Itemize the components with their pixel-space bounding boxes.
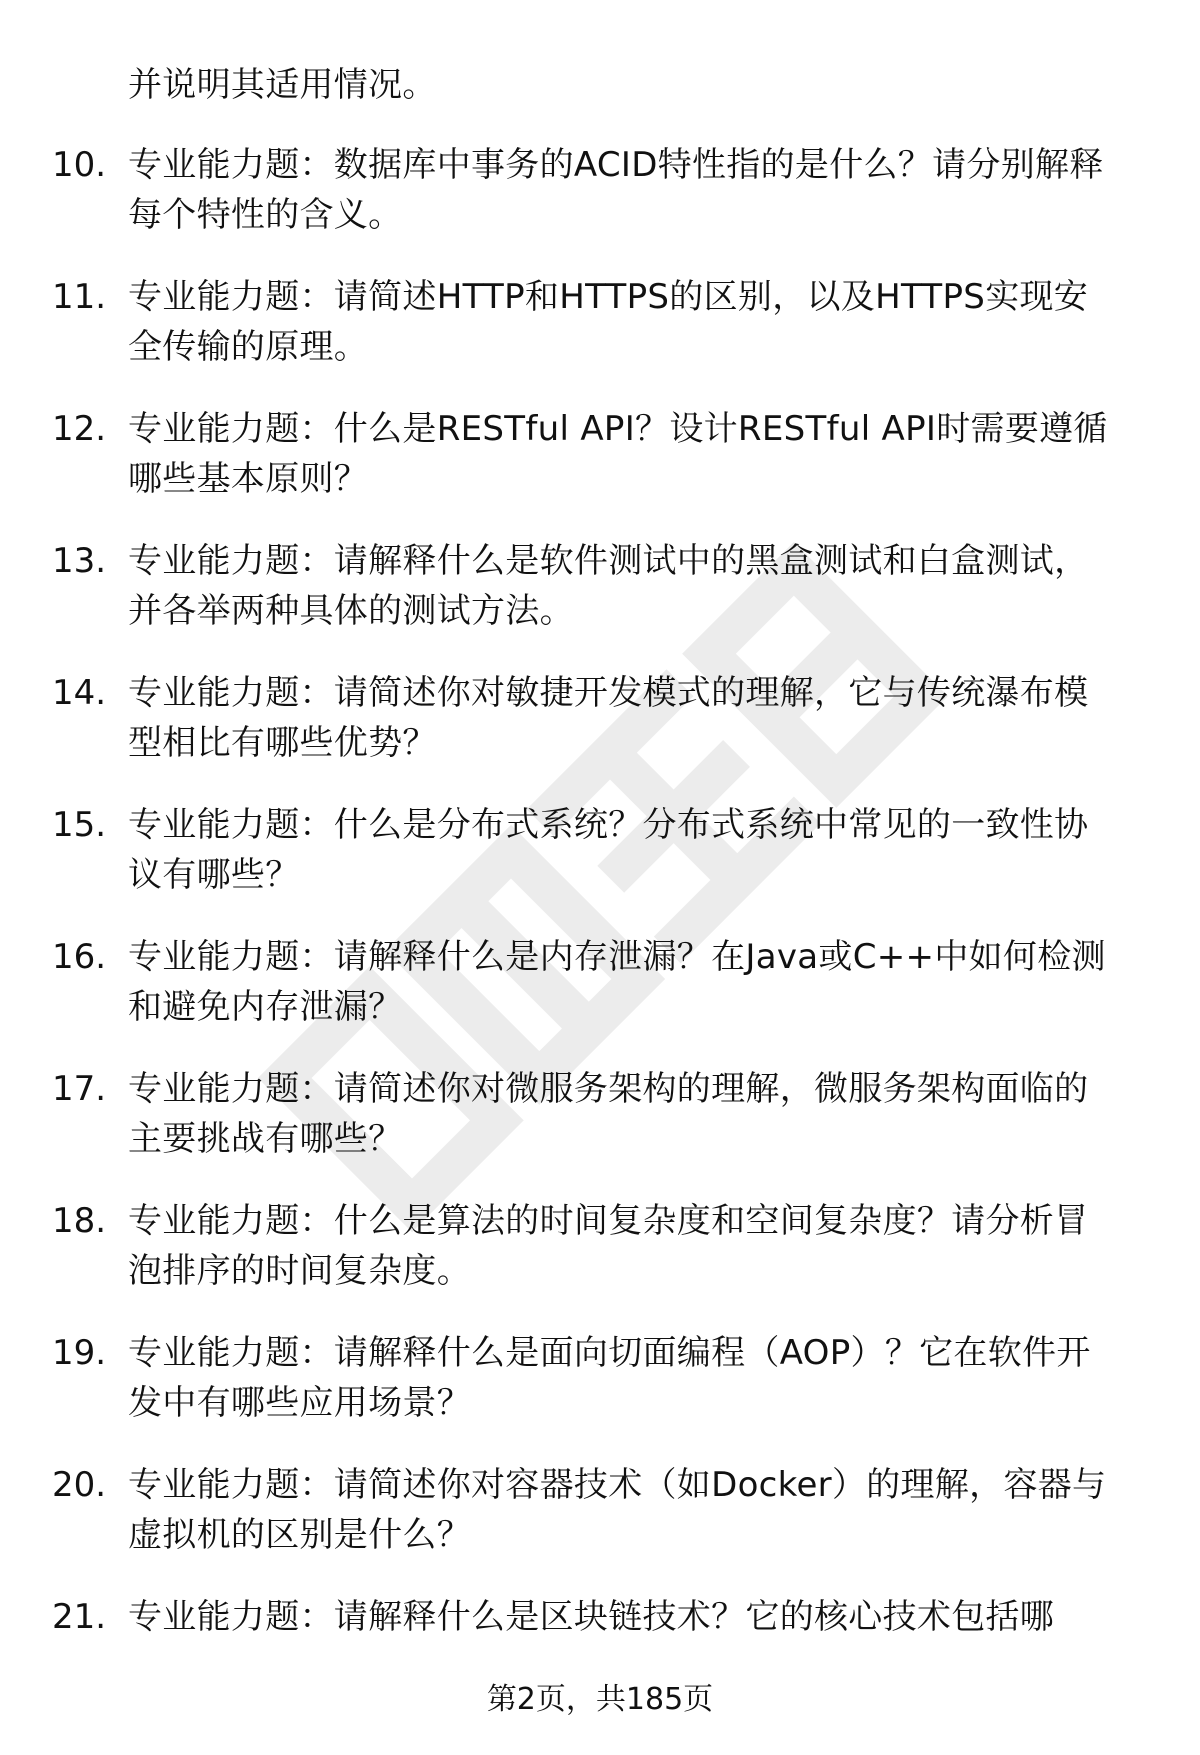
item-text: 专业能力题：请解释什么是内存泄漏？在Java或C++中如何检测 和避免内存泄漏？ — [128, 937, 1106, 1027]
list-item — [0, 932, 1200, 1064]
item-number: 12. — [52, 409, 107, 449]
item-number: 15. — [52, 805, 107, 845]
list-item — [0, 536, 1200, 668]
item-number: 21. — [52, 1597, 107, 1637]
item-number: 16. — [52, 937, 107, 977]
list-item — [0, 140, 1200, 272]
item-text: 专业能力题：什么是分布式系统？分布式系统中常见的一致性协 议有哪些？ — [128, 805, 1089, 895]
item-text: 专业能力题：请简述你对容器技术（如Docker）的理解，容器与 虚拟机的区别是什么？ — [128, 1465, 1107, 1555]
item-text: 专业能力题：请解释什么是面向切面编程（AOP）？它在软件开 发中有哪些应用场景？ — [128, 1333, 1091, 1423]
item-number: 10. — [52, 145, 107, 185]
item-text: 专业能力题：请简述你对敏捷开发模式的理解，它与传统瀑布模 型相比有哪些优势？ — [128, 673, 1089, 763]
item-number: 20. — [52, 1465, 107, 1505]
list-item — [0, 1196, 1200, 1328]
item-number: 13. — [52, 541, 107, 581]
list-item — [0, 800, 1200, 932]
list-item — [0, 668, 1200, 800]
item-text: 专业能力题：请解释什么是软件测试中的黑盒测试和白盒测试， 并各举两种具体的测试方法。 — [128, 541, 1089, 631]
list-item — [0, 272, 1200, 404]
item-text: 专业能力题：数据库中事务的ACID特性指的是什么？请分别解释 每个特性的含义。 — [128, 145, 1104, 235]
item-number: 11. — [52, 277, 107, 317]
item-text: 专业能力题：什么是算法的时间复杂度和空间复杂度？请分析冒 泡排序的时间复杂度。 — [128, 1201, 1089, 1291]
question-list — [0, 140, 1200, 1724]
item-number: 18. — [52, 1201, 107, 1241]
item-text: 专业能力题：请解释什么是区块链技术？它的核心技术包括哪 — [128, 1597, 1055, 1637]
list-item — [0, 404, 1200, 536]
list-item — [0, 1328, 1200, 1460]
list-item — [0, 1064, 1200, 1196]
item-number: 19. — [52, 1333, 107, 1373]
continued-question-text: 并说明其适用情况。 — [128, 65, 437, 105]
item-number: 14. — [52, 673, 107, 713]
item-text: 专业能力题：请简述HTTP和HTTPS的区别，以及HTTPS实现安 全传输的原理。 — [128, 277, 1089, 367]
item-text: 专业能力题：请简述你对微服务架构的理解，微服务架构面临的 主要挑战有哪些？ — [128, 1069, 1089, 1159]
item-text: 专业能力题：什么是RESTful API？设计RESTful API时需要遵循 哪些基本原则？ — [128, 409, 1108, 499]
page-footer: 第2页，共185页 — [486, 1682, 714, 1717]
item-number: 17. — [52, 1069, 107, 1109]
list-item — [0, 1460, 1200, 1592]
